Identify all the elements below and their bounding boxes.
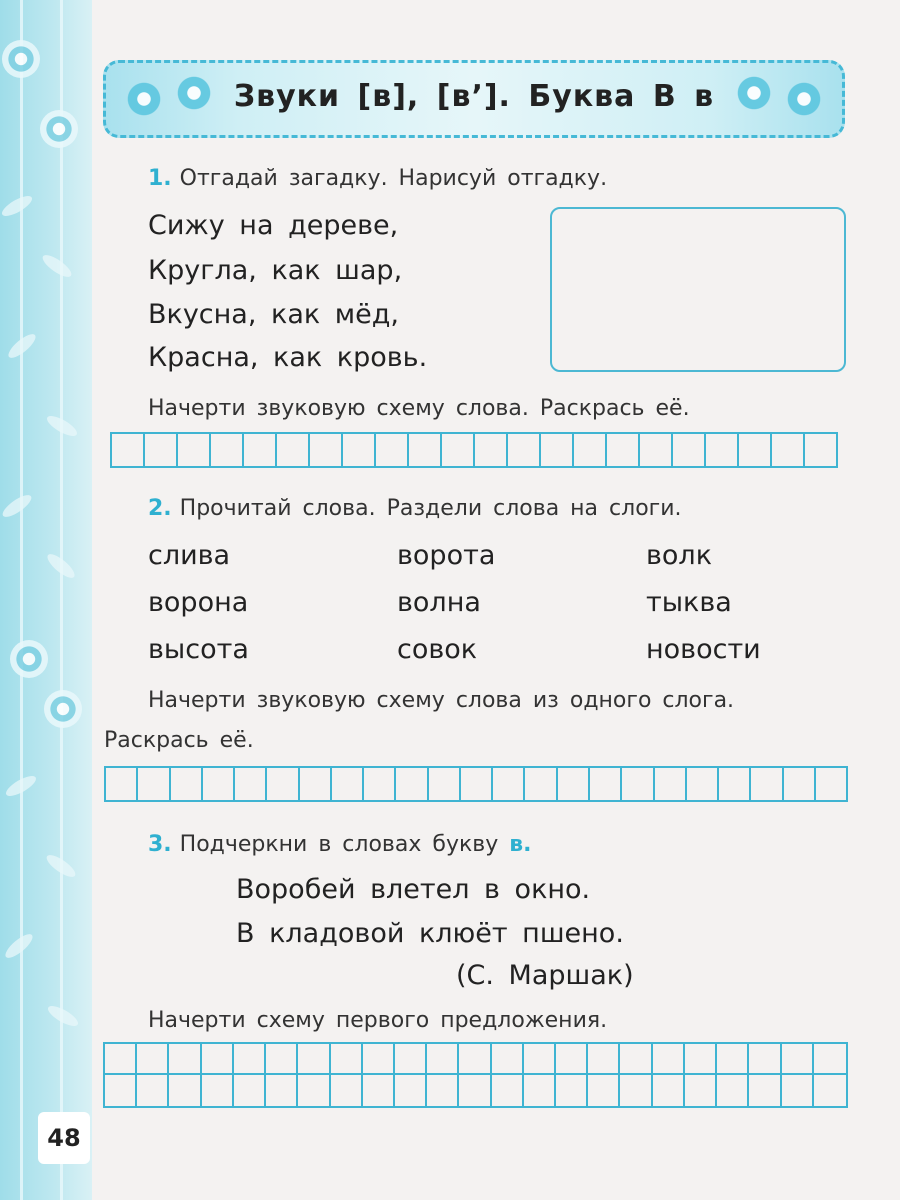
grid-cell[interactable] xyxy=(363,1075,395,1106)
title-banner xyxy=(103,60,845,138)
grid-cell[interactable] xyxy=(459,1044,491,1075)
grid-cell[interactable] xyxy=(620,1075,652,1106)
grid-cell[interactable] xyxy=(524,1044,556,1075)
task2-instruction: Прочитай слова. Раздели слова на слоги. xyxy=(179,496,682,521)
word-item: высота xyxy=(148,634,249,665)
task1-instruction: Отгадай загадку. Нарисуй отгадку. xyxy=(179,166,608,191)
flower-icon xyxy=(44,690,82,728)
word-item: ворона xyxy=(148,587,249,618)
task2-heading xyxy=(148,496,682,521)
grid-cell[interactable] xyxy=(202,1075,234,1106)
grid-cell[interactable] xyxy=(524,1075,556,1106)
riddle-line: Вкусна, как мёд, xyxy=(148,299,399,330)
word-item: ворота xyxy=(397,540,496,571)
grid-cell[interactable] xyxy=(266,1044,298,1075)
grid-cell[interactable] xyxy=(202,1044,234,1075)
task1-number: 1. xyxy=(148,166,172,191)
grid-cell[interactable] xyxy=(234,1044,266,1075)
decorative-side-strip xyxy=(0,0,92,1200)
drawing-answer-box[interactable] xyxy=(550,207,846,372)
grid-cell[interactable] xyxy=(427,1075,459,1106)
grid-cell[interactable] xyxy=(556,1075,588,1106)
flower-icon xyxy=(10,640,48,678)
page-number: 48 xyxy=(38,1112,90,1164)
word-item: волна xyxy=(397,587,481,618)
task3-instruction: Подчеркни в словах букву xyxy=(179,832,499,857)
grid-cell[interactable] xyxy=(814,1075,846,1106)
grid-cell[interactable] xyxy=(717,1075,749,1106)
sentence-scheme-grid[interactable] xyxy=(103,1042,848,1108)
riddle-line: Красна, как кровь. xyxy=(148,342,428,373)
grid-cell[interactable] xyxy=(492,1044,524,1075)
leaf-icon xyxy=(45,1002,80,1029)
grid-cell[interactable] xyxy=(588,1044,620,1075)
grid-cell[interactable] xyxy=(749,1044,781,1075)
stem-decoration xyxy=(20,0,23,1200)
task1-scheme-instruction: Начерти звуковую схему слова. Раскрась её. xyxy=(148,396,690,421)
grid-cell[interactable] xyxy=(395,1044,427,1075)
grid-cell[interactable] xyxy=(653,1044,685,1075)
grid-cell[interactable] xyxy=(331,1044,363,1075)
task2-number: 2. xyxy=(148,496,172,521)
sound-scheme-grid-2[interactable] xyxy=(104,766,848,802)
grid-cell[interactable] xyxy=(653,1075,685,1106)
grid-cell[interactable] xyxy=(782,1075,814,1106)
grid-cell[interactable] xyxy=(717,1044,749,1075)
grid-cell[interactable] xyxy=(459,1075,491,1106)
leaf-icon xyxy=(0,192,35,219)
word-item: новости xyxy=(646,634,761,665)
grid-cell[interactable] xyxy=(814,1044,846,1075)
poem-author: (С. Маршак) xyxy=(456,960,634,991)
task1-heading xyxy=(148,166,607,191)
flower-icon xyxy=(2,40,40,78)
grid-cell[interactable] xyxy=(137,1075,169,1106)
grid-cell[interactable] xyxy=(105,1044,137,1075)
task3-letter: в. xyxy=(509,832,532,857)
grid-cell[interactable] xyxy=(685,1075,717,1106)
sound-scheme-grid-1[interactable] xyxy=(110,432,838,468)
grid-cell[interactable] xyxy=(395,1075,427,1106)
grid-cell[interactable] xyxy=(556,1044,588,1075)
grid-cell[interactable] xyxy=(234,1075,266,1106)
word-item: волк xyxy=(646,540,712,571)
task3-heading xyxy=(148,832,532,857)
grid-cell[interactable] xyxy=(492,1075,524,1106)
grid-cell[interactable] xyxy=(298,1075,330,1106)
task3-number: 3. xyxy=(148,832,172,857)
task2-scheme-instruction-cont: Раскрась её. xyxy=(104,728,254,753)
grid-cell[interactable] xyxy=(427,1044,459,1075)
flower-icon xyxy=(40,110,78,148)
poem-line: Воробей влетел в окно. xyxy=(236,874,591,905)
grid-cell[interactable] xyxy=(266,1075,298,1106)
leaf-icon xyxy=(40,251,75,280)
grid-cell[interactable] xyxy=(137,1044,169,1075)
grid-cell[interactable] xyxy=(620,1044,652,1075)
leaf-icon xyxy=(2,930,36,961)
riddle-line: Кругла, как шар, xyxy=(148,255,403,286)
leaf-icon xyxy=(0,491,34,520)
grid-cell[interactable] xyxy=(298,1044,330,1075)
page-title: Звуки [в], [в’]. Буква В в xyxy=(233,79,715,114)
word-item: слива xyxy=(148,540,231,571)
grid-cell[interactable] xyxy=(685,1044,717,1075)
task3-scheme-instruction: Начерти схему первого предложения. xyxy=(148,1008,608,1033)
grid-cell[interactable] xyxy=(331,1075,363,1106)
grid-cell[interactable] xyxy=(749,1075,781,1106)
grid-cell[interactable] xyxy=(169,1075,201,1106)
poem-line: В кладовой клюёт пшено. xyxy=(236,918,624,949)
riddle-line: Сижу на дереве, xyxy=(148,210,399,241)
grid-cell[interactable] xyxy=(588,1075,620,1106)
task2-scheme-instruction: Начерти звуковую схему слова из одного слога. xyxy=(148,688,735,713)
word-item: совок xyxy=(397,634,478,665)
grid-cell[interactable] xyxy=(363,1044,395,1075)
grid-cell[interactable] xyxy=(105,1075,137,1106)
grid-cell[interactable] xyxy=(782,1044,814,1075)
grid-cell[interactable] xyxy=(169,1044,201,1075)
word-item: тыква xyxy=(646,587,732,618)
